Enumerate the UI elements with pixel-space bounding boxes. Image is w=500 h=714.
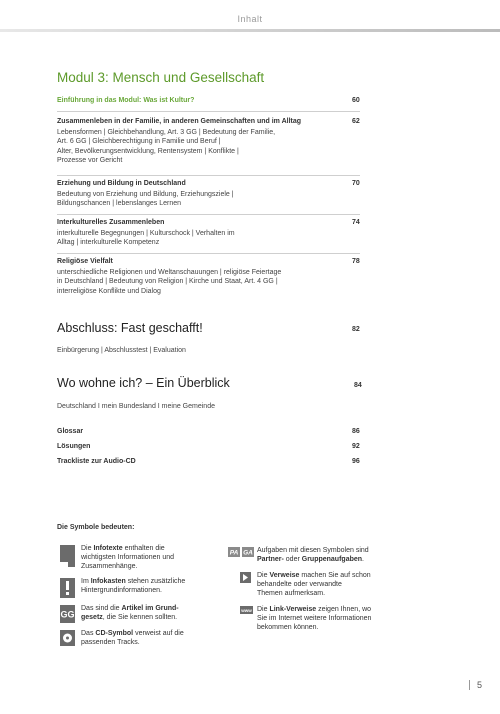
svg-text:GG: GG <box>60 609 75 620</box>
divider <box>57 214 360 215</box>
section-line: in Deutschland | Bedeutung von Religion | Kirche und Staat, Art. 4 GG | <box>57 278 278 286</box>
section-description <box>57 128 362 166</box>
appendix-page: 92 <box>352 443 360 450</box>
section-description <box>57 190 362 209</box>
section-line: Prozesse vor Gericht <box>57 157 123 165</box>
section-description <box>57 229 362 248</box>
footer-separator <box>469 680 470 690</box>
wohne-title[interactable]: Wo wohne ich? – Ein Überblick <box>57 376 230 390</box>
intro-page: 60 <box>352 97 360 104</box>
section-title: Erziehung und Bildung in Deutschland <box>57 180 186 187</box>
svg-text:GA: GA <box>243 549 253 557</box>
www-icon <box>240 606 253 614</box>
cd-icon <box>60 630 75 646</box>
toc-entry[interactable] <box>57 118 362 166</box>
section-line: Alltag | interkulturelle Kompetenz <box>57 239 160 247</box>
section-line: interreligiöse Konflikte und Dialog <box>57 287 161 295</box>
appendix-loesungen[interactable]: Lösungen <box>57 443 91 450</box>
divider <box>57 253 360 254</box>
abschluss-title[interactable]: Abschluss: Fast geschafft! <box>57 321 203 335</box>
section-title: Interkulturelles Zusammenleben <box>57 219 165 226</box>
intro-title[interactable]: Einführung in das Modul: Was ist Kultur? <box>57 97 195 104</box>
appendix-page: 86 <box>352 428 360 435</box>
appendix-trackliste[interactable]: Trackliste zur Audio-CD <box>57 458 136 465</box>
svg-text:www: www <box>241 608 252 613</box>
header-label: Inhalt <box>237 14 263 24</box>
header-rule <box>0 29 500 32</box>
section-description <box>57 268 362 296</box>
section-line: Art. 6 GG | Gleichberechtigung in Familie und Beruf | <box>57 138 221 146</box>
module-title: Modul 3: Mensch und Gesellschaft <box>57 70 265 85</box>
section-line: Lebensformen | Gleichbehandlung, Art. 3 GG | Bedeutung der Familie, <box>57 129 276 136</box>
section-line: Bildungschancen | lebenslanges Lernen <box>57 200 182 208</box>
symbols-heading: Die Symbole bedeuten: <box>57 524 135 531</box>
toc-entry[interactable] <box>57 219 362 248</box>
infotext-icon <box>60 545 75 567</box>
appendix-page: 96 <box>352 458 360 465</box>
toc-entry[interactable] <box>57 180 362 209</box>
wohne-page: 84 <box>354 382 362 389</box>
abschluss-topics: Einbürgerung | Abschlusstest | Evaluation <box>57 347 186 354</box>
arrow-icon <box>240 572 251 583</box>
partner-group-icons <box>228 547 254 557</box>
exclamation-icon <box>60 578 75 598</box>
toc-entry[interactable] <box>57 258 362 296</box>
section-page: 62 <box>352 118 360 125</box>
section-page: 78 <box>352 258 360 265</box>
abschluss-page: 82 <box>352 326 360 333</box>
divider <box>57 175 360 176</box>
wohne-topics: Deutschland I mein Bundesland I meine Gemeinde <box>57 403 215 410</box>
section-page: 70 <box>352 180 360 187</box>
section-line: unterschiedliche Religionen und Weltanschauungen | religiöse Feiertage <box>57 269 282 276</box>
appendix-glossar[interactable]: Glossar <box>57 428 84 435</box>
section-line: Alter, Bevölkerungsentwicklung, Rentensystem | Konflikte | <box>57 147 239 155</box>
grundgesetz-icon <box>60 605 75 623</box>
section-line: Bedeutung von Erziehung und Bildung, Erziehungsziele | <box>57 191 234 198</box>
footer-page-number: 5 <box>477 680 483 690</box>
section-line: interkulturelle Begegnungen | Kulturschock | Verhalten im <box>57 230 235 237</box>
divider <box>57 111 360 112</box>
section-page: 74 <box>352 219 360 226</box>
svg-text:PA: PA <box>229 549 239 557</box>
section-title: Religiöse Vielfalt <box>57 258 113 265</box>
section-title: Zusammenleben in der Familie, in anderen Gemeinschaften und im Alltag <box>57 118 302 125</box>
